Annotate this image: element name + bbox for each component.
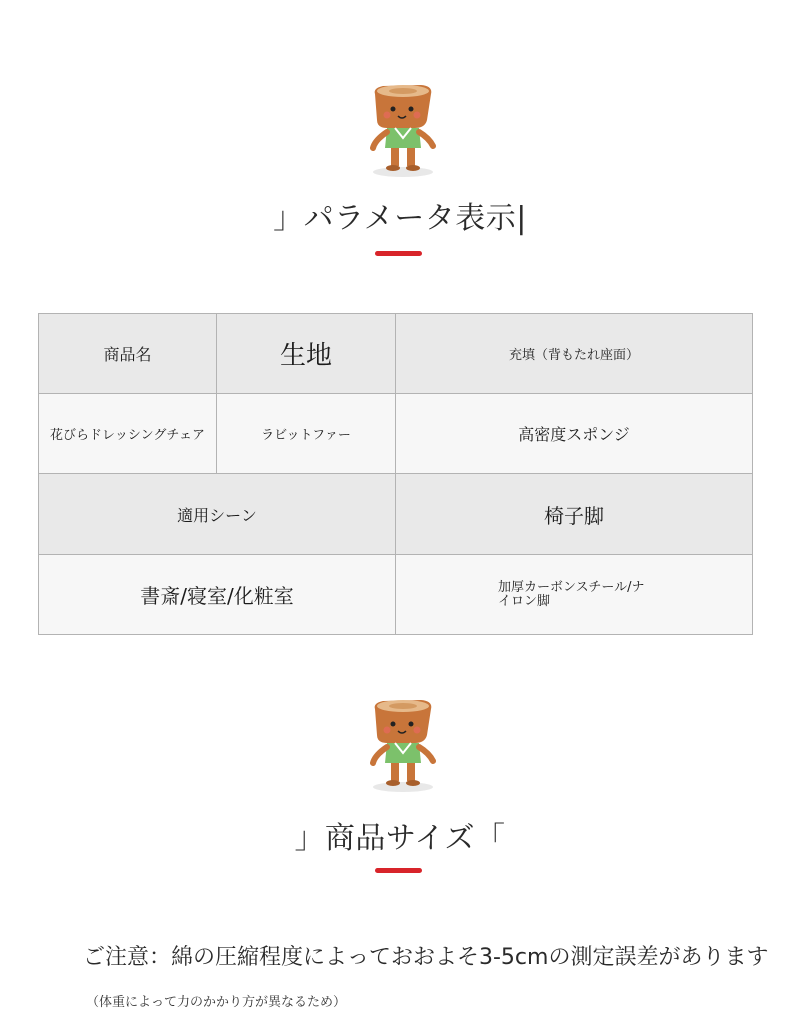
- table-cell: 充填（背もたれ座面）: [396, 314, 753, 394]
- table-cell: 高密度スポンジ: [396, 394, 753, 474]
- section-title-product-size: 」商品サイズ「: [294, 821, 506, 856]
- table-cell: 商品名: [39, 314, 217, 394]
- table-row: [39, 314, 753, 394]
- section-title-parameters: 」パラメータ表示|: [273, 201, 527, 236]
- parameter-table: [38, 313, 753, 635]
- table-cell: 椅子脚: [396, 474, 753, 555]
- measurement-note: ご注意：綿の圧縮程度によっておおよそ3-5cmの測定誤差があります: [83, 945, 769, 970]
- cell-line: イロン脚: [498, 593, 551, 609]
- table-cell: 適用シーン: [39, 474, 396, 555]
- title-underline: [375, 251, 422, 256]
- table-cell: 書斎/寝室/化粧室: [39, 555, 396, 635]
- table-cell: 花びらドレッシングチェア: [39, 394, 217, 474]
- table-cell: 生地: [217, 314, 396, 394]
- table-cell: [396, 555, 753, 635]
- table-row: [39, 555, 753, 635]
- measurement-note-sub: （体重によって力のかかり方が異なるため）: [86, 995, 347, 1010]
- table-cell: ラビットファー: [217, 394, 396, 474]
- mascot-illustration: [365, 697, 445, 793]
- title-underline: [375, 868, 422, 873]
- cell-line: 加厚カーボンスチール/ナ: [498, 579, 645, 595]
- table-row: [39, 474, 753, 555]
- mascot-illustration: [365, 82, 445, 178]
- table-row: [39, 394, 753, 474]
